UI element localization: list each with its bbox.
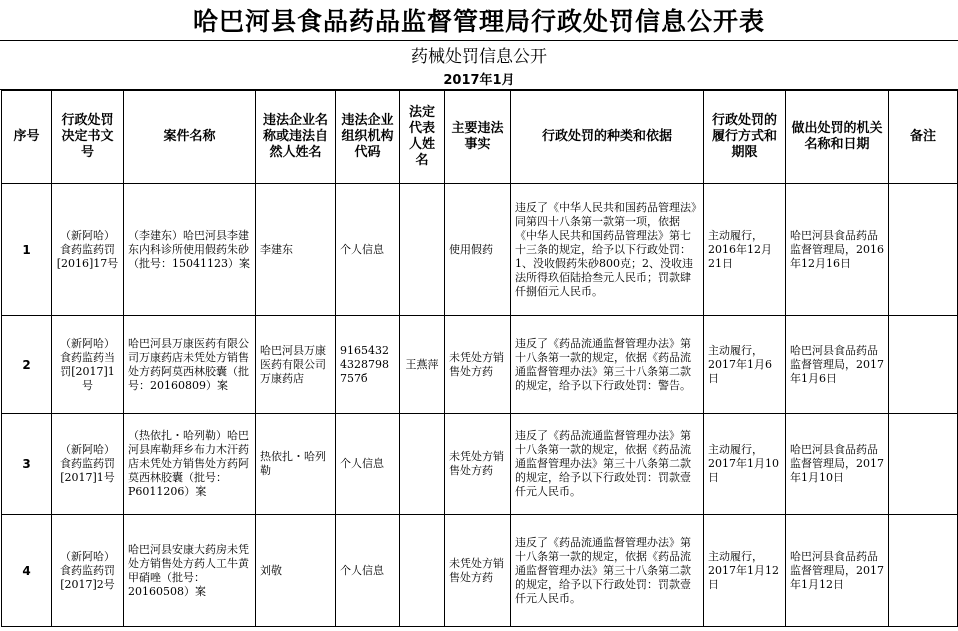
cell-remark (889, 414, 958, 515)
cell-legal-rep (400, 414, 445, 515)
header-org-code: 违法企业组织机构代码 (336, 91, 400, 184)
header-doc-number: 行政处罚决定书文号 (52, 91, 124, 184)
cell-legal-rep (400, 515, 445, 627)
cell-org-code: 个人信息 (336, 414, 400, 515)
sheet-title: 哈巴河县食品药品监督管理局行政处罚信息公开表 (0, 0, 958, 41)
cell-org-code: 个人信息 (336, 515, 400, 627)
cell-fulfillment: 主动履行，2016年12月21日 (704, 184, 786, 316)
cell-party-name: 热依扎・哈列勒 (256, 414, 336, 515)
table-row (2, 184, 958, 316)
cell-doc-number: （新阿哈）食药监药罚[2017]1号 (52, 414, 124, 515)
cell-doc-number: （新阿哈）食药监药当罚[2017]1号 (52, 316, 124, 414)
cell-penalty-basis: 违反了《药品流通监督管理办法》第十八条第一款的规定，依据《药品流通监督管理办法》第三十八条第二款的规定，给予以下行政处罚：罚款壹仟元人民币。 (511, 515, 704, 627)
cell-legal-rep: 王燕萍 (400, 316, 445, 414)
cell-case-name: 哈巴河县安康大药房未凭处方销售处方药人工牛黄甲硝唑（批号：20160508）案 (124, 515, 256, 627)
cell-doc-number: （新阿哈）食药监药罚[2017]2号 (52, 515, 124, 627)
cell-no: 1 (2, 184, 52, 316)
sheet-subtitle: 药械处罚信息公开 (411, 46, 547, 67)
cell-remark (889, 316, 958, 414)
table-row (2, 515, 958, 627)
header-fulfillment: 行政处罚的履行方式和期限 (704, 91, 786, 184)
cell-main-fact: 使用假药 (445, 184, 511, 316)
cell-main-fact: 未凭处方销售处方药 (445, 515, 511, 627)
cell-case-name: 哈巴河县万康医药有限公司万康药店未凭处方销售处方药阿莫西林胶囊（批号：20160809）案 (124, 316, 256, 414)
cell-party-name: 哈巴河县万康医药有限公司万康药店 (256, 316, 336, 414)
cell-party-name: 李建东 (256, 184, 336, 316)
header-penalty-basis: 行政处罚的种类和依据 (511, 91, 704, 184)
header-authority-date: 做出处罚的机关名称和日期 (786, 91, 889, 184)
cell-no: 4 (2, 515, 52, 627)
cell-party-name: 刘敬 (256, 515, 336, 627)
cell-fulfillment: 主动履行，2017年1月12日 (704, 515, 786, 627)
cell-remark (889, 184, 958, 316)
header-row (2, 91, 958, 184)
cell-org-code: 91654324328798757б (336, 316, 400, 414)
cell-authority-date: 哈巴河县食品药品监督管理局，2016年12月16日 (786, 184, 889, 316)
table-row (2, 414, 958, 515)
cell-fulfillment: 主动履行，2017年1月10日 (704, 414, 786, 515)
penalty-table (1, 90, 958, 627)
header-no: 序号 (2, 91, 52, 184)
cell-doc-number: （新阿哈）食药监药罚[2016]17号 (52, 184, 124, 316)
sheet-date: 2017年1月 (0, 67, 958, 90)
cell-penalty-basis: 违反了《中华人民共和国药品管理法》同第四十八条第一款第一项，依据《中华人民共和国药品管理法》第七十三条的规定，给予以下行政处罚：1、没收假药朱砂800克；2、没收违法所得玖佰陆拾叁元人民币；罚款肆仟捌佰元人民币。 (511, 184, 704, 316)
cell-legal-rep (400, 184, 445, 316)
cell-penalty-basis: 违反了《药品流通监督管理办法》第十八条第一款的规定，依据《药品流通监督管理办法》第三十八条第二款的规定，给予以下行政处罚：警告。 (511, 316, 704, 414)
cell-main-fact: 未凭处方销售处方药 (445, 414, 511, 515)
cell-main-fact: 未凭处方销售处方药 (445, 316, 511, 414)
cell-remark (889, 515, 958, 627)
cell-authority-date: 哈巴河县食品药品监督管理局，2017年1月12日 (786, 515, 889, 627)
header-main-fact: 主要违法事实 (445, 91, 511, 184)
cell-penalty-basis: 违反了《药品流通监督管理办法》第十八条第一款的规定，依据《药品流通监督管理办法》第三十八条第二款的规定，给予以下行政处罚：罚款壹仟元人民币。 (511, 414, 704, 515)
header-party-name: 违法企业名称或违法自然人姓名 (256, 91, 336, 184)
cell-authority-date: 哈巴河县食品药品监督管理局，2017年1月6日 (786, 316, 889, 414)
table-row (2, 316, 958, 414)
header-legal-rep: 法定代表人姓名 (400, 91, 445, 184)
cell-authority-date: 哈巴河县食品药品监督管理局，2017年1月10日 (786, 414, 889, 515)
cell-fulfillment: 主动履行，2017年1月6日 (704, 316, 786, 414)
cell-org-code: 个人信息 (336, 184, 400, 316)
cell-no: 2 (2, 316, 52, 414)
cell-case-name: （热依扎・哈列勒）哈巴河县库勒拜乡布力木汗药店未凭处方销售处方药阿莫西林胶囊（批号：P6011206）案 (124, 414, 256, 515)
header-case-name: 案件名称 (124, 91, 256, 184)
header-remark: 备注 (889, 91, 958, 184)
cell-no: 3 (2, 414, 52, 515)
cell-case-name: （李建东）哈巴河县李建东内科诊所使用假药朱砂（批号：15041123）案 (124, 184, 256, 316)
